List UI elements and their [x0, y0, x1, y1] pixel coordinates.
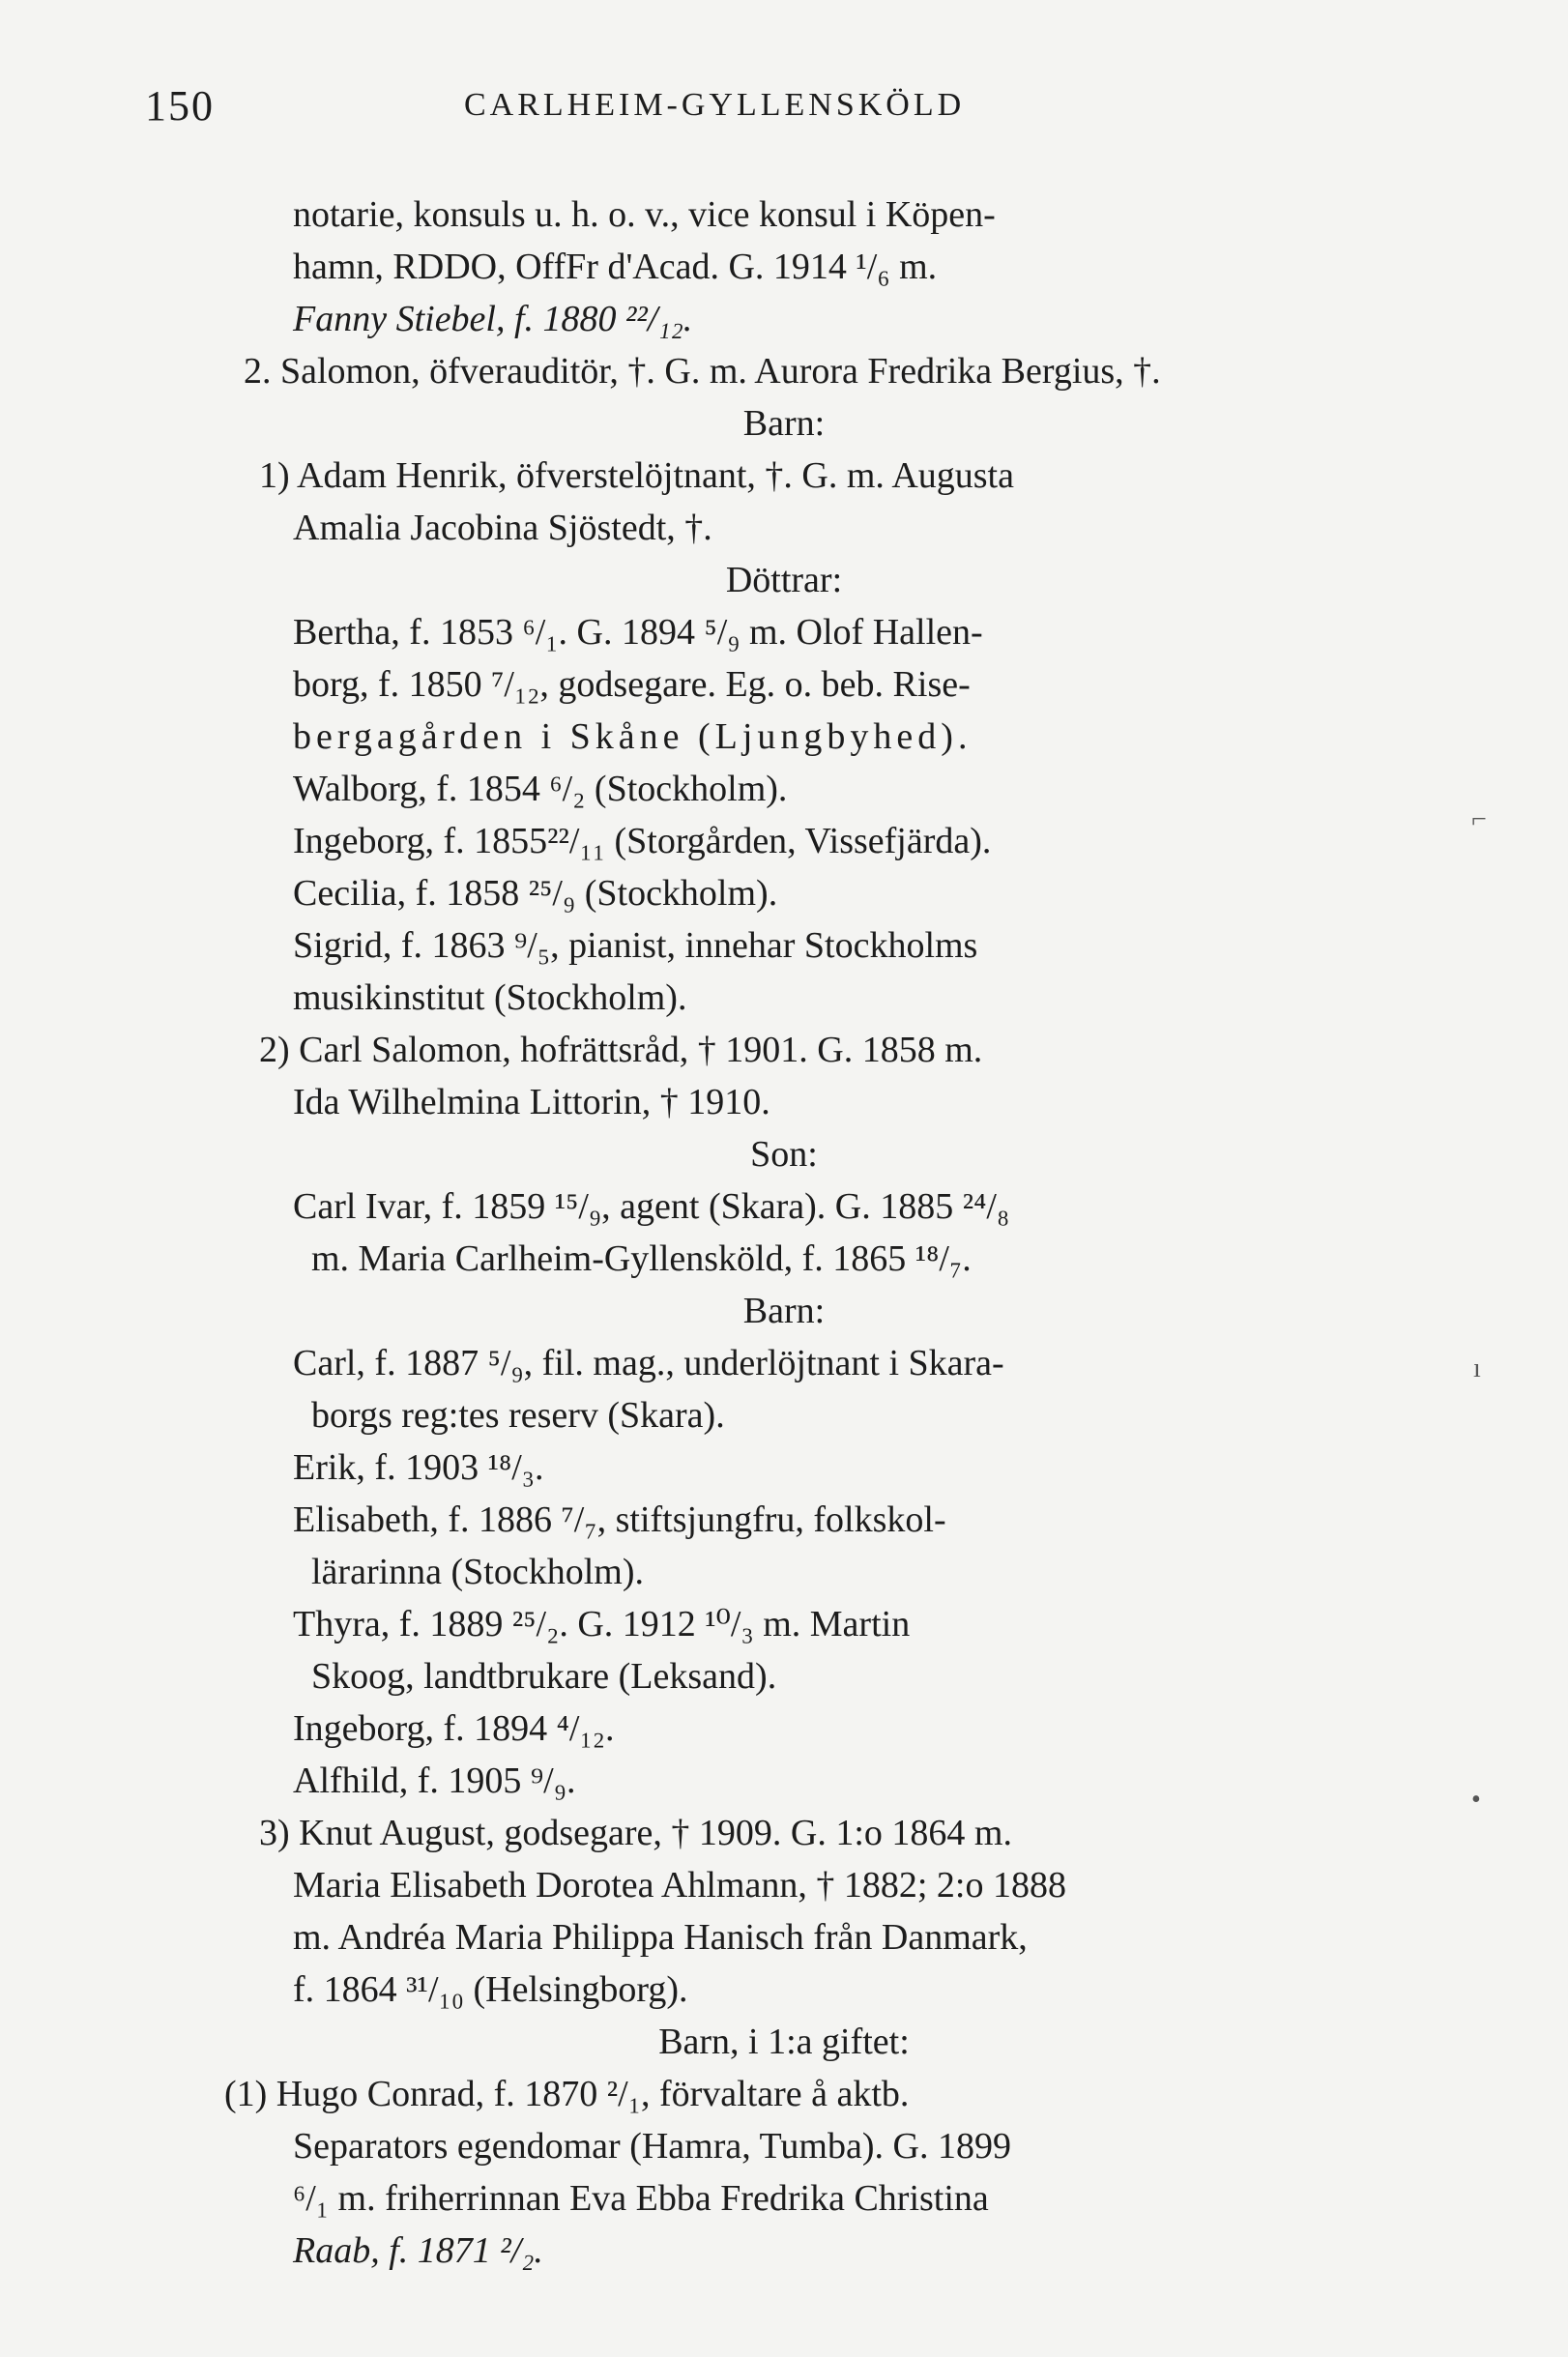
text-line: 1) Adam Henrik, öfverstelöjtnant, †. G. m. Augusta [259, 455, 1014, 496]
section-heading: Döttrar: [725, 560, 843, 600]
page-number: 150 [145, 82, 215, 130]
margin-mark: ı [1473, 1353, 1481, 1383]
text-line: Maria Elisabeth Dorotea Ahlmann, † 1882; 2:o 1888 [293, 1865, 1066, 1906]
text-line: Thyra, f. 1889 ²⁵/₂. G. 1912 ¹⁰/₃ m. Martin [293, 1604, 911, 1644]
text-line: Skoog, landtbrukare (Leksand). [311, 1656, 777, 1697]
text-line: 2. Salomon, öfverauditör, †. G. m. Aurora Fredrika Bergius, †. [244, 351, 1161, 392]
section-heading: Barn, i 1:a giftet: [658, 2022, 910, 2062]
text-line: Ingeborg, f. 1855²²/₁₁ (Storgården, Vissefjärda). [293, 821, 992, 861]
text-line: notarie, konsuls u. h. o. v., vice konsul i Köpen- [293, 194, 996, 235]
text-line: Separators egendomar (Hamra, Tumba). G. 1899 [293, 2126, 1011, 2167]
text-line: musikinstitut (Stockholm). [293, 977, 687, 1018]
text-line: f. 1864 ³¹/₁₀ (Helsingborg). [293, 1969, 688, 2010]
text-line: Carl, f. 1887 ⁵/₉, fil. mag., underlöjtnant i Skara- [293, 1343, 1004, 1383]
text-line: ⁶/₁ m. friherrinnan Eva Ebba Fredrika Christina [293, 2178, 989, 2219]
text-line: Ida Wilhelmina Littorin, † 1910. [293, 1082, 770, 1122]
text-line: Walborg, f. 1854 ⁶/₂ (Stockholm). [293, 769, 788, 809]
text-line: borgs reg:tes reserv (Skara). [311, 1395, 725, 1436]
text-line: Fanny Stiebel, f. 1880 ²²/₁₂. [293, 299, 693, 339]
text-line: Carl Ivar, f. 1859 ¹⁵/₉, agent (Skara). G. 1885 ²⁴/₈ [293, 1186, 1010, 1227]
section-heading: Barn: [742, 403, 826, 444]
text-line: bergagården i Skåne (Ljungbyhed). [293, 716, 973, 757]
text-line: Bertha, f. 1853 ⁶/₁. G. 1894 ⁵/₉ m. Olof Hallen- [293, 612, 983, 653]
text-line: lärarinna (Stockholm). [311, 1552, 645, 1592]
text-line: Ingeborg, f. 1894 ⁴/₁₂. [293, 1708, 615, 1749]
running-title: CARLHEIM-GYLLENSKÖLD [464, 87, 966, 123]
page-header [145, 81, 1363, 139]
text-line: Sigrid, f. 1863 ⁹/₅, pianist, innehar Stockholms [293, 925, 978, 966]
text-line: m. Andréa Maria Philippa Hanisch från Danmark, [293, 1917, 1028, 1958]
text-line: 2) Carl Salomon, hofrättsråd, † 1901. G. 1858 m. [259, 1030, 983, 1070]
margin-mark: ⌐ [1471, 804, 1487, 834]
text-line: (1) Hugo Conrad, f. 1870 ²/₁, förvaltare å aktb. [224, 2074, 910, 2114]
text-line: hamn, RDDO, OffFr d'Acad. G. 1914 ¹/₆ m. [293, 247, 938, 287]
section-heading: Barn: [742, 1291, 826, 1331]
text-line: Raab, f. 1871 ²/₂. [293, 2230, 543, 2271]
text-line: m. Maria Carlheim-Gyllensköld, f. 1865 ¹⁸/₇. [311, 1238, 972, 1279]
text-line: borg, f. 1850 ⁷/₁₂, godsegare. Eg. o. beb. Rise- [293, 664, 971, 705]
text-line: Alfhild, f. 1905 ⁹/₉. [293, 1760, 576, 1801]
text-line: Amalia Jacobina Sjöstedt, †. [293, 508, 712, 548]
text-line: Erik, f. 1903 ¹⁸/₃. [293, 1447, 544, 1488]
section-heading: Son: [750, 1134, 818, 1175]
text-line: 3) Knut August, godsegare, † 1909. G. 1:o 1864 m. [259, 1813, 1012, 1853]
text-line: Cecilia, f. 1858 ²⁵/₉ (Stockholm). [293, 873, 778, 914]
text-line: Elisabeth, f. 1886 ⁷/₇, stiftsjungfru, folkskol- [293, 1499, 946, 1540]
margin-mark: • [1471, 1785, 1481, 1815]
